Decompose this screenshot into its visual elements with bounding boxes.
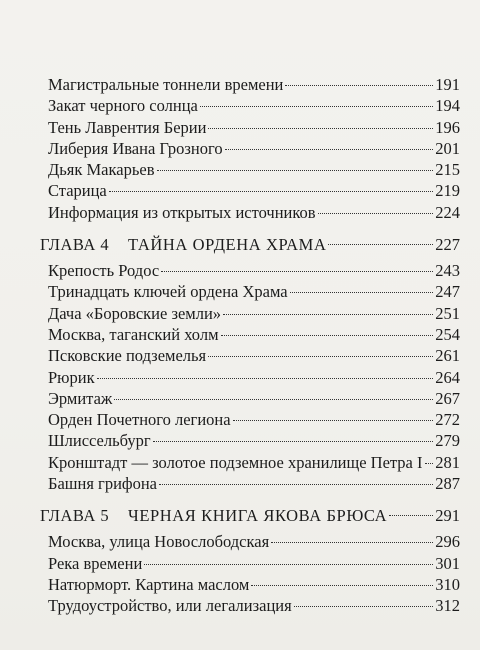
- dot-leader: [221, 334, 434, 336]
- toc-entry-title: Рюрик: [48, 367, 95, 387]
- toc-entry-page: 296: [435, 532, 460, 552]
- toc-entry-page: 251: [435, 303, 460, 323]
- toc-entry-title: Москва, улица Новослободская: [48, 532, 270, 552]
- dot-leader: [425, 462, 434, 464]
- toc-entry-page: 281: [435, 452, 460, 472]
- chapter-heading: [40, 503, 460, 529]
- toc-entry-title: Эрмитаж: [48, 388, 113, 408]
- table-of-contents: [40, 74, 460, 617]
- toc-entry-page: 301: [435, 553, 460, 573]
- dot-leader: [271, 541, 433, 543]
- toc-entry-title: Крепость Родос: [48, 261, 160, 281]
- toc-entry: [40, 430, 460, 451]
- toc-entry: [40, 159, 460, 180]
- toc-entry: [40, 553, 460, 574]
- dot-leader: [157, 169, 434, 171]
- toc-entry-page: 287: [435, 474, 460, 494]
- toc-entry: [40, 409, 460, 430]
- toc-entry: [40, 452, 460, 473]
- toc-entry-title: Дача «Боровские земли»: [48, 303, 222, 323]
- toc-entry-page: 264: [435, 367, 460, 387]
- dot-leader: [285, 84, 433, 86]
- toc-entry: [40, 74, 460, 95]
- chapter-page: 227: [435, 235, 460, 255]
- toc-entry-page: 191: [435, 75, 460, 94]
- toc-entry-title: Магистральные тоннели времени: [48, 75, 284, 94]
- dot-leader: [290, 291, 434, 293]
- dot-leader: [328, 243, 433, 245]
- toc-entry: [40, 473, 460, 494]
- toc-entry: [40, 281, 460, 302]
- toc-entry: [40, 95, 460, 116]
- chapter-title: ЧЕРНАЯ КНИГА ЯКОВА БРЮСА: [128, 506, 388, 526]
- toc-entry-page: 194: [435, 96, 460, 116]
- dot-leader: [144, 563, 433, 565]
- dot-leader: [114, 398, 433, 400]
- dot-leader: [109, 190, 433, 192]
- dot-leader: [389, 514, 433, 516]
- toc-entry-title: Москва, таганский холм: [48, 324, 219, 344]
- toc-entry-title: Башня грифона: [48, 474, 157, 494]
- toc-entry-page: 272: [435, 410, 460, 430]
- dot-leader: [97, 377, 434, 379]
- toc-entry: [40, 117, 460, 138]
- chapter-title: ТАЙНА ОРДЕНА ХРАМА: [128, 235, 327, 255]
- toc-entry-title: Информация из открытых источников: [48, 202, 316, 222]
- dot-leader: [153, 440, 434, 442]
- toc-entry: [40, 574, 460, 595]
- dot-leader: [223, 313, 433, 315]
- toc-entry-title: Либерия Ивана Грозного: [48, 138, 223, 158]
- toc-entry: [40, 367, 460, 388]
- dot-leader: [208, 127, 433, 129]
- toc-entry-page: 219: [435, 181, 460, 201]
- toc-entry-title: Тень Лаврентия Берии: [48, 117, 207, 137]
- toc-entry-title: Орден Почетного легиона: [48, 410, 231, 430]
- chapter-page: 291: [435, 506, 460, 526]
- toc-entry-title: Натюрморт. Картина маслом: [48, 574, 250, 594]
- toc-section-chapter-5: [40, 531, 460, 616]
- toc-entry: [40, 388, 460, 409]
- toc-entry-title: Река времени: [48, 553, 143, 573]
- toc-entry-page: 310: [435, 574, 460, 594]
- toc-entry-page: 312: [435, 596, 460, 616]
- toc-entry: [40, 324, 460, 345]
- toc-entry-page: 261: [435, 346, 460, 366]
- dot-leader: [208, 355, 433, 357]
- toc-entry-page: 254: [435, 324, 460, 344]
- dot-leader: [161, 270, 433, 272]
- dot-leader: [159, 483, 433, 485]
- toc-entry-page: 224: [435, 202, 460, 222]
- toc-entry-title: Дьяк Макарьев: [48, 160, 155, 180]
- toc-entry-title: Шлиссельбург: [48, 431, 151, 451]
- dot-leader: [294, 605, 434, 607]
- toc-entry-page: 267: [435, 388, 460, 408]
- toc-entry-page: 247: [435, 282, 460, 302]
- chapter-number: ГЛАВА 5: [40, 506, 110, 526]
- toc-entry: [40, 202, 460, 223]
- toc-entry-page: 279: [435, 431, 460, 451]
- toc-entry-title: Старица: [48, 181, 107, 201]
- dot-leader: [200, 105, 433, 107]
- toc-entry: [40, 531, 460, 552]
- dot-leader: [251, 584, 433, 586]
- toc-entry-title: Трудоустройство, или легализация: [48, 596, 292, 616]
- toc-section-continued: [40, 74, 460, 223]
- toc-entry-page: 215: [435, 160, 460, 180]
- toc-entry: [40, 260, 460, 281]
- toc-entry-title: Тринадцать ключей ордена Храма: [48, 282, 288, 302]
- toc-entry: [40, 180, 460, 201]
- chapter-heading: [40, 232, 460, 258]
- toc-entry: [40, 595, 460, 616]
- toc-entry: [40, 138, 460, 159]
- toc-entry: [40, 345, 460, 366]
- dot-leader: [318, 212, 434, 214]
- toc-entry-title: Псковские подземелья: [48, 346, 207, 366]
- toc-section-chapter-4: [40, 260, 460, 494]
- toc-entry-title: Кронштадт — золотое подземное хранилище Петра I: [48, 452, 423, 472]
- dot-leader: [225, 148, 434, 150]
- chapter-number: ГЛАВА 4: [40, 235, 110, 255]
- toc-entry-page: 196: [435, 117, 460, 137]
- toc-entry-title: Закат черного солнца: [48, 96, 198, 116]
- toc-entry-page: 201: [435, 138, 460, 158]
- toc-entry-page: 243: [435, 261, 460, 281]
- dot-leader: [233, 419, 434, 421]
- toc-entry: [40, 303, 460, 324]
